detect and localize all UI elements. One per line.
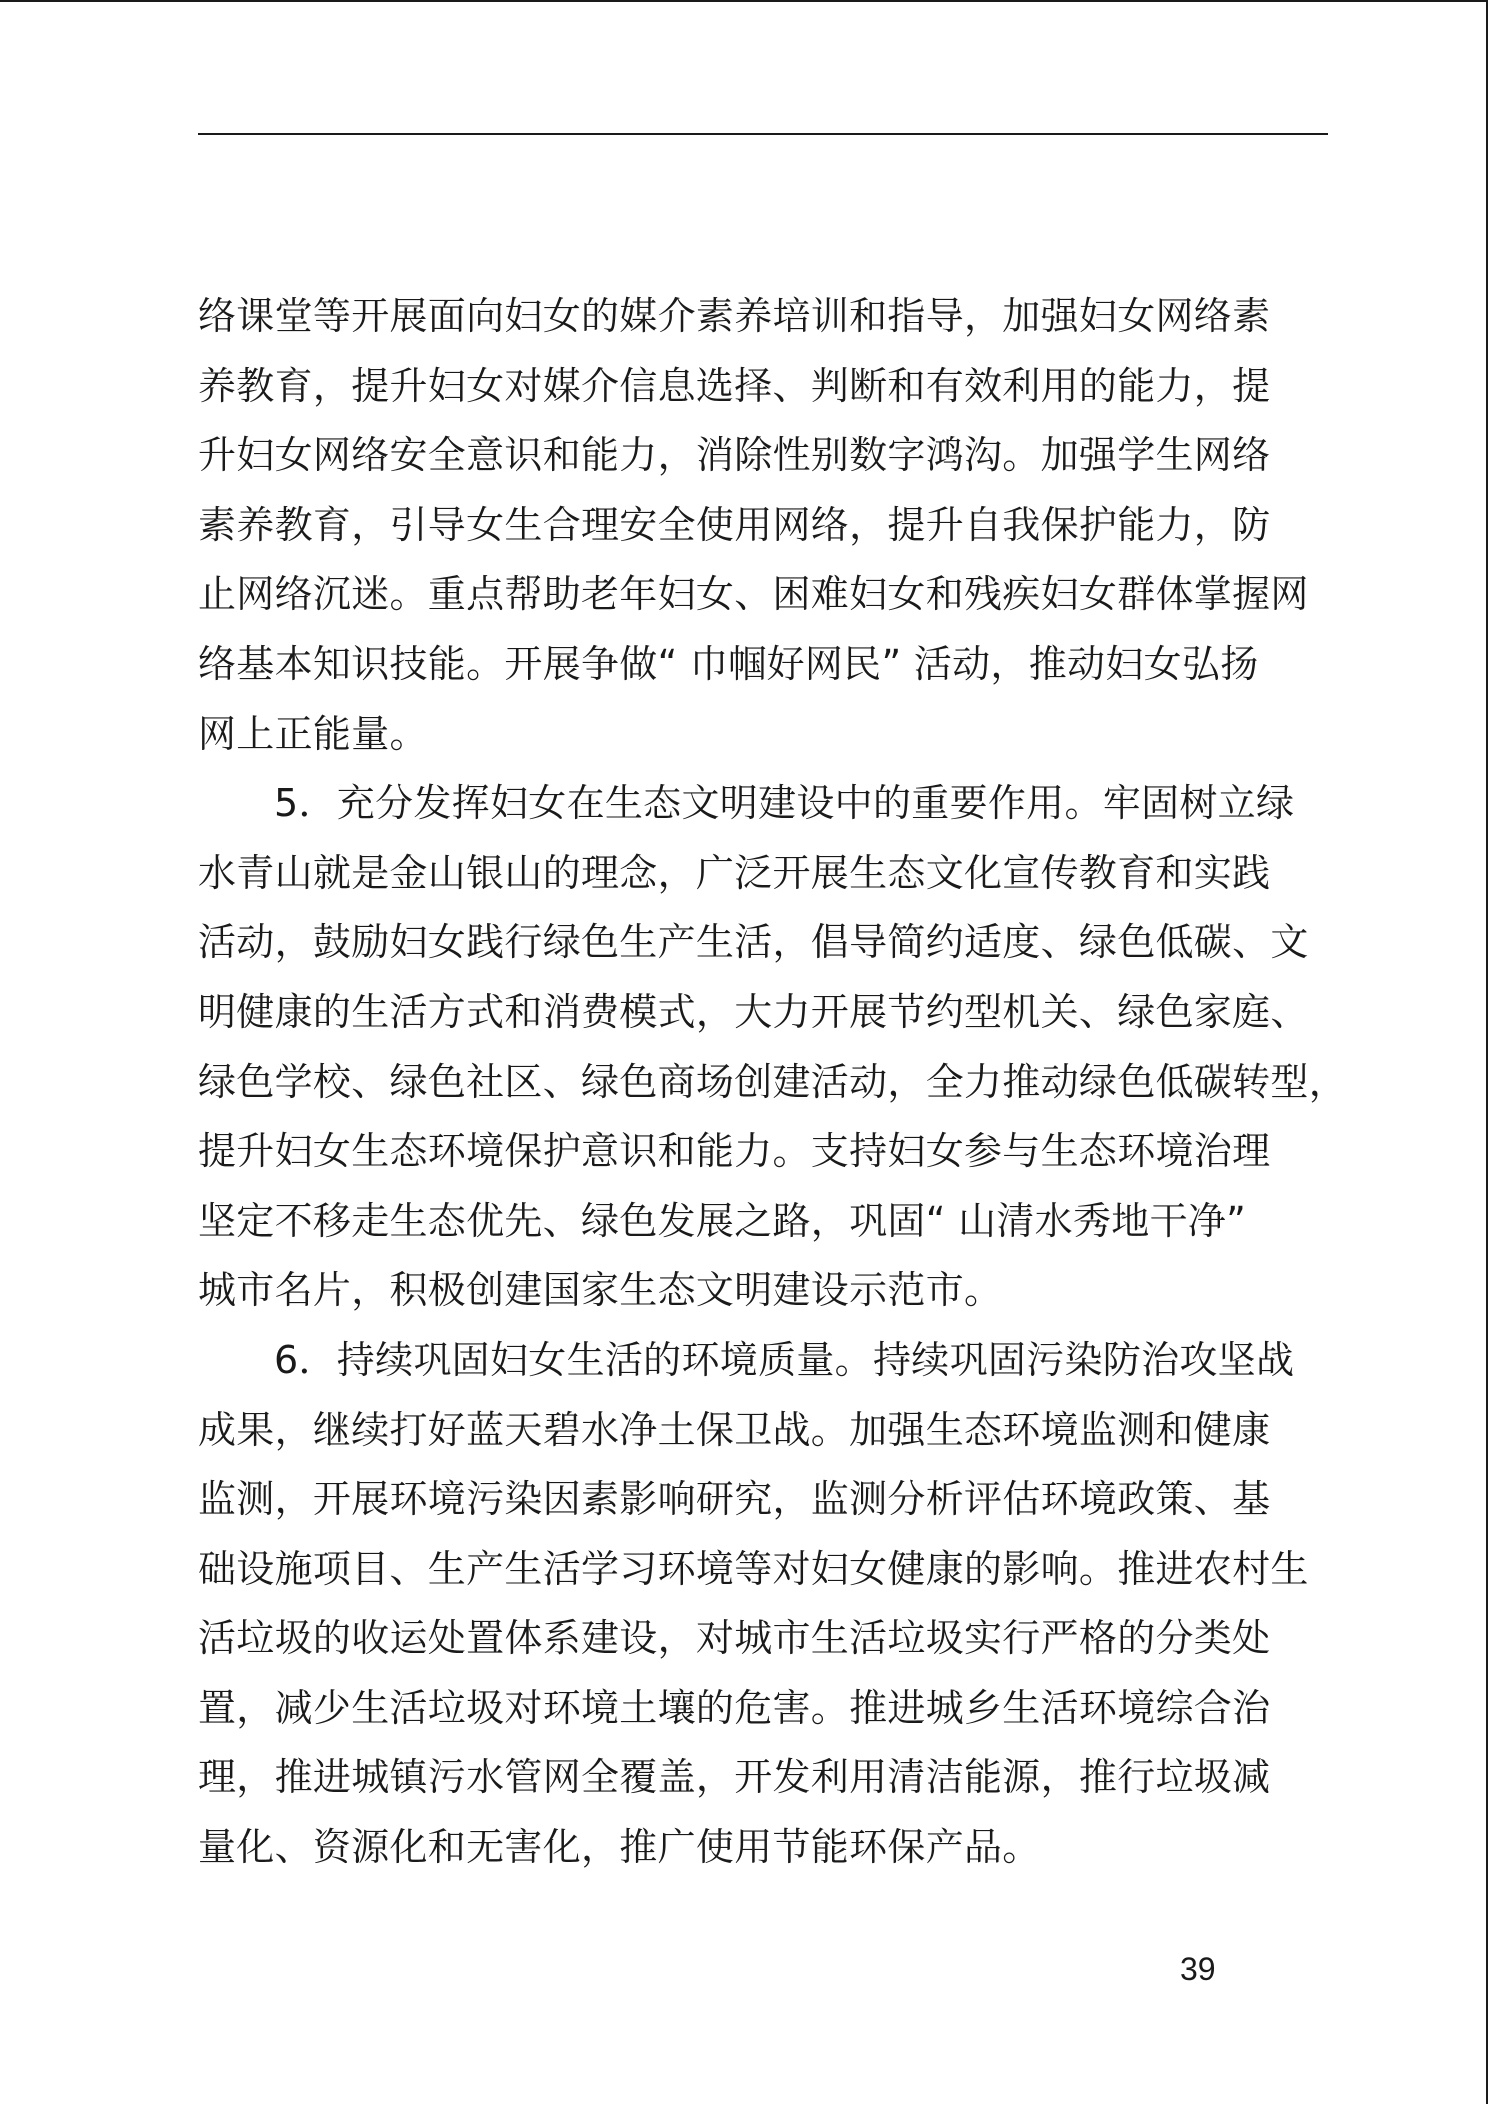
page-number: 39 xyxy=(1180,1951,1216,1987)
body-text xyxy=(198,282,1348,1883)
text-line: 坚定不移走生态优先、绿色发展之路，巩固“ 山清水秀地干净” xyxy=(198,1198,1247,1243)
text-line: 城市名片，积极创建国家生态文明建设示范市。 xyxy=(198,1268,1003,1313)
text-line: 养教育，提升妇女对媒介信息选择、判断和有效利用的能力，提 xyxy=(198,363,1271,408)
text-line: 提升妇女生态环境保护意识和能力。支持妇女参与生态环境治理 xyxy=(198,1129,1271,1174)
text-line: 监测，开展环境污染因素影响研究，监测分析评估环境政策、基 xyxy=(198,1477,1271,1522)
text-line: 活动，鼓励妇女践行绿色生产生活，倡导简约适度、绿色低碳、文 xyxy=(198,920,1309,965)
text-line: 止网络沉迷。重点帮助老年妇女、困难妇女和残疾妇女群体掌握网 xyxy=(198,572,1309,617)
text-line: 网上正能量。 xyxy=(198,711,428,756)
paragraph-first-line: 5．充分发挥妇女在生态文明建设中的重要作用。牢固树立绿 xyxy=(274,781,1295,826)
text-line: 置，减少生活垃圾对环境土壤的危害。推进城乡生活环境综合治 xyxy=(198,1685,1271,1730)
text-line: 量化、资源化和无害化，推广使用节能环保产品。 xyxy=(198,1825,1041,1870)
page-top-border xyxy=(0,0,1488,2)
text-line: 绿色学校、绿色社区、绿色商场创建活动，全力推动绿色低碳转型， xyxy=(198,1059,1348,1104)
text-line: 理，推进城镇污水管网全覆盖，开发利用清洁能源，推行垃圾减 xyxy=(198,1755,1271,1800)
text-line: 础设施项目、生产生活学习环境等对妇女健康的影响。推进农村生 xyxy=(198,1546,1309,1591)
text-line: 络课堂等开展面向妇女的媒介素养培训和指导，加强妇女网络素 xyxy=(198,294,1271,338)
text-line: 络基本知识技能。开展争做“ 巾帼好网民” 活动，推动妇女弘扬 xyxy=(198,641,1259,686)
paragraph-first-line: 6．持续巩固妇女生活的环境质量。持续巩固污染防治攻坚战 xyxy=(274,1337,1295,1382)
text-line: 水青山就是金山银山的理念，广泛开展生态文化宣传教育和实践 xyxy=(198,850,1271,895)
text-line: 素养教育，引导女生合理安全使用网络，提升自我保护能力，防 xyxy=(198,502,1271,547)
text-line: 活垃圾的收运处置体系建设，对城市生活垃圾实行严格的分类处 xyxy=(198,1616,1271,1661)
header-rule xyxy=(198,133,1328,135)
text-line: 明健康的生活方式和消费模式，大力开展节约型机关、绿色家庭、 xyxy=(198,989,1309,1034)
text-line: 升妇女网络安全意识和能力，消除性别数字鸿沟。加强学生网络 xyxy=(198,433,1271,478)
text-line: 成果，继续打好蓝天碧水净土保卫战。加强生态环境监测和健康 xyxy=(198,1407,1271,1452)
